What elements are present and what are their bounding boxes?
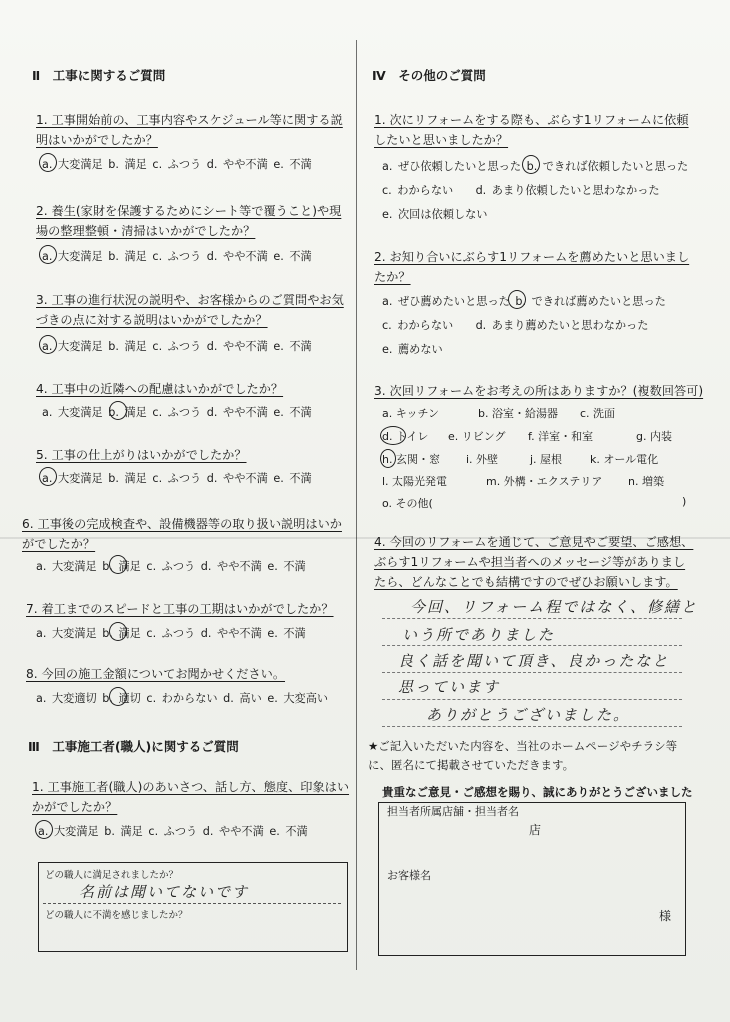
message-line <box>382 699 682 700</box>
option-roof[interactable]: j. 屋根 <box>530 453 563 466</box>
question-2-2-options[interactable]: a. 大変満足 b. 満足 c. ふつう d. やや不満 e. 不満 <box>42 250 312 263</box>
store-staff-label: 担当者所属店舗・担当者名 <box>387 805 519 818</box>
satisfied-handwriting: 名前は聞いてないです <box>79 883 250 901</box>
question-4-2-option-row1[interactable]: a. ぜひ薦めたいと思った b. できれば薦めたいと思った <box>382 295 666 308</box>
question-2-5: 5. 工事の仕上がりはいかがでしたか？ <box>36 448 247 462</box>
option-exterior[interactable]: m. 外構・エクステリア <box>486 475 603 488</box>
message-line <box>382 726 682 727</box>
question-2-8: 8. 今回の施工金額についてお聞かせください。 <box>26 667 286 681</box>
question-2-6: 6. 工事後の完成検査や、設備機器等の取り扱い説明はいかがでしたか？ <box>22 517 342 551</box>
question-2-6-options[interactable]: a. 大変満足 b. 満足 c. ふつう d. やや不満 e. 不満 <box>36 560 306 573</box>
customer-name-label: お客様名 <box>387 869 431 882</box>
question-4-3-options[interactable] <box>382 405 702 510</box>
option-bathroom[interactable]: b. 浴室・給湯器 <box>478 407 558 420</box>
question-3-1-options[interactable]: a. 大変満足 b. 満足 c. ふつう d. やや不満 e. 不満 <box>38 825 308 838</box>
question-2-1: 1. 工事開始前の、工事内容やスケジュール等に関する説明はいかがでしたか？ <box>36 113 343 147</box>
craftsman-feedback-box <box>38 862 348 952</box>
answer-circle <box>39 245 57 264</box>
message-line <box>382 618 682 619</box>
option-washroom[interactable]: c. 洗面 <box>580 407 616 420</box>
question-2-2: 2. 養生(家財を保護するためにシート等で覆うこと)や現場の整理整頓・清掃はいかがでしたか？ <box>36 204 342 238</box>
answer-circle <box>35 820 53 839</box>
answer-circle <box>39 467 57 486</box>
option-interior[interactable]: g. 内装 <box>636 430 672 443</box>
satisfied-label: どの職人に満足されましたか？ <box>45 870 179 881</box>
message-handwriting-1: 今回、リフォーム程ではなく、修繕と <box>410 598 698 616</box>
section-4-title: Ⅳ その他のご質問 <box>372 68 486 83</box>
section-3-title: Ⅲ 工事施工者(職人)に関するご質問 <box>28 739 239 754</box>
option-rooms[interactable]: f. 洋室・和室 <box>528 430 594 443</box>
question-2-8-options[interactable]: a. 大変適切 b. 適切 c. わからない d. 高い e. 大変高い <box>36 692 329 705</box>
message-line <box>382 645 682 646</box>
question-4-2-option-row3[interactable]: e. 薦めない <box>382 343 443 356</box>
answer-circle <box>109 401 127 420</box>
divider-line <box>43 903 341 904</box>
question-2-4-options[interactable]: a. 大変満足 b. 満足 c. ふつう d. やや不満 e. 不満 <box>42 406 312 419</box>
answer-circle <box>109 687 127 706</box>
answer-circle <box>39 153 57 172</box>
thanks-message: 貴重なご意見・ご感想を賜り、誠にありがとうございました <box>382 785 693 799</box>
question-2-5-options[interactable]: a. 大変満足 b. 満足 c. ふつう d. やや不満 e. 不満 <box>42 472 312 485</box>
option-exterior-wall[interactable]: i. 外壁 <box>466 453 499 466</box>
option-living[interactable]: e. リビング <box>448 430 506 443</box>
question-2-4: 4. 工事中の近隣への配慮はいかがでしたか？ <box>36 382 284 396</box>
question-4-3: 3. 次回リフォームをお考えの所はありますか？(複数回答可) <box>374 384 704 398</box>
answer-circle <box>522 155 540 174</box>
question-4-1-option-row2[interactable]: c. わからない d. あまり依頼したいと思わなかった <box>382 184 660 197</box>
staff-customer-box <box>378 802 686 956</box>
publication-notice: ★ご記入いただいた内容を、当社のホームページやチラシ等に、匿名にて掲載させていただきます。 <box>368 739 678 772</box>
message-handwriting-4: 思っています <box>398 678 501 696</box>
store-suffix: 店 <box>529 823 542 837</box>
option-other[interactable]: o. その他( <box>382 497 433 510</box>
option-solar[interactable]: l. 太陽光発電 <box>382 475 448 488</box>
question-4-4: 4. 今回のリフォームを通じて、ご意見やご要望、ご感想、ぶらす1リフォームや担当者へのメッセージ等がありましたら、どんなことでも結構ですのでぜひお願いします。 <box>374 535 694 589</box>
option-all-electric[interactable]: k. オール電化 <box>590 453 659 466</box>
option-kitchen[interactable]: a. キッチン <box>382 407 439 420</box>
message-line <box>382 672 682 673</box>
answer-circle <box>109 555 127 574</box>
answer-circle <box>380 449 396 468</box>
question-3-1: 1. 工事施工者(職人)のあいさつ、話し方、態度、印象はいかがでしたか？ <box>32 780 350 814</box>
option-extension[interactable]: n. 増築 <box>628 475 664 488</box>
option-other-close: ) <box>682 495 687 508</box>
question-4-2-option-row2[interactable]: c. わからない d. あまり薦めたいと思わなかった <box>382 319 649 332</box>
question-2-7: 7. 着工までのスピードと工事の工期はいかがでしたか？ <box>26 602 334 616</box>
answer-circle <box>380 426 406 445</box>
question-4-1-option-row1[interactable]: a. ぜひ依頼したいと思った b. できれば依頼したいと思った <box>382 160 689 173</box>
question-2-7-options[interactable]: a. 大変満足 b. 満足 c. ふつう d. やや不満 e. 不満 <box>36 627 306 640</box>
message-handwriting-3: 良く話を聞いて頂き、良かったなと <box>398 652 670 670</box>
customer-suffix: 様 <box>659 909 672 923</box>
section-2-title: Ⅱ 工事に関するご質問 <box>32 68 166 83</box>
question-4-1-option-row3[interactable]: e. 次回は依頼しない <box>382 208 488 221</box>
question-4-1: 1. 次にリフォームをする際も、ぶらす1リフォームに依頼したいと思いましたか？ <box>374 113 689 147</box>
message-handwriting-5: ありがとうございました。 <box>426 706 631 724</box>
question-2-1-options[interactable]: a. 大変満足 b. 満足 c. ふつう d. やや不満 e. 不満 <box>42 158 312 171</box>
question-4-2: 2. お知り合いにぶらす1リフォームを薦めたいと思いましたか？ <box>374 250 690 284</box>
option-toilet[interactable]: d. トイレ <box>382 430 429 443</box>
message-handwriting-2: いう所でありました <box>402 626 556 644</box>
answer-circle <box>39 335 57 354</box>
answer-circle <box>109 622 127 641</box>
question-2-3: 3. 工事の進行状況の説明や、お客様からのご質問やお気づきの点に対する説明はいかがでしたか？ <box>36 293 344 327</box>
answer-circle <box>508 290 526 309</box>
question-2-3-options[interactable]: a. 大変満足 b. 満足 c. ふつう d. やや不満 e. 不満 <box>42 340 312 353</box>
column-divider <box>356 40 357 970</box>
unsatisfied-label: どの職人に不満を感じましたか？ <box>45 910 188 921</box>
option-entrance[interactable]: h. 玄関・窓 <box>382 453 440 466</box>
